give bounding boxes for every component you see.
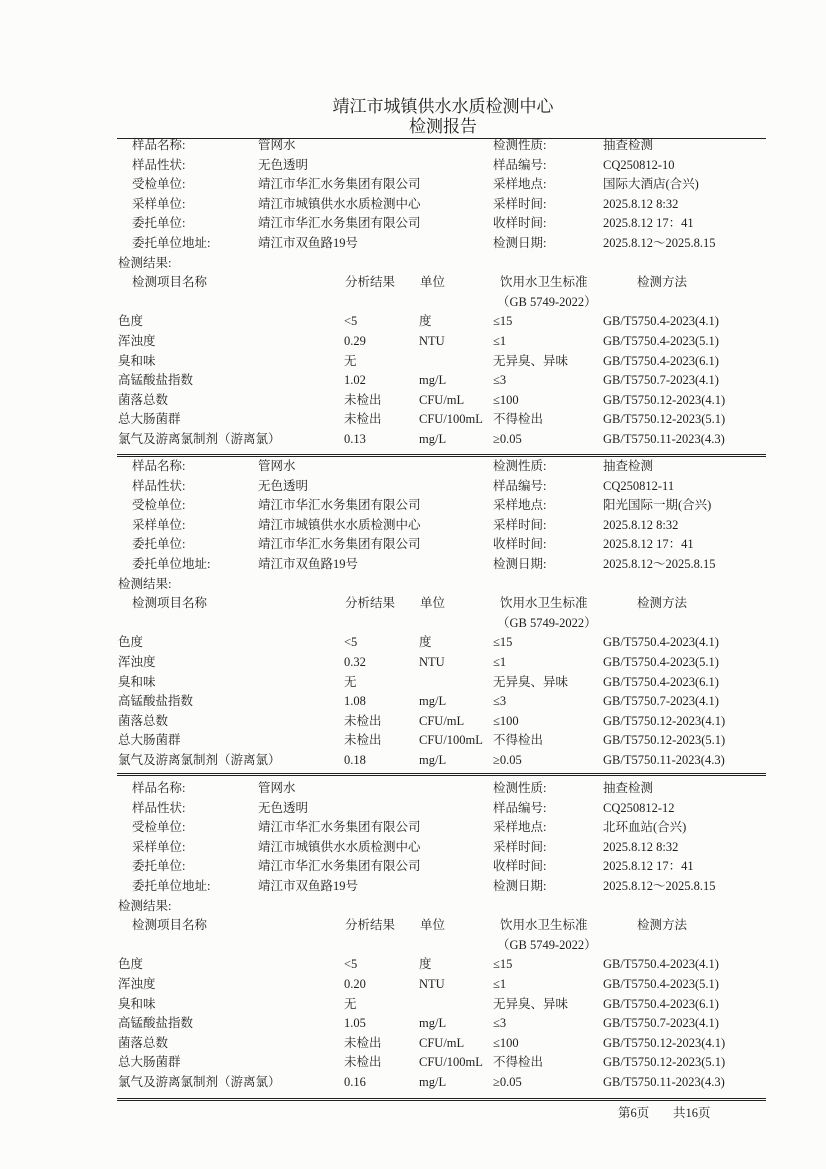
test-item: 臭和味: [118, 996, 156, 1011]
sampling-location-value: 国际大酒店(合兴): [603, 177, 699, 192]
test-unit: mg/L: [419, 694, 447, 709]
test-unit: mg/L: [419, 431, 447, 446]
test-standard: ≤3: [493, 694, 507, 709]
test-standard: ≤15: [493, 635, 513, 650]
test-nature-label: 检测性质:: [493, 138, 547, 152]
test-date-label: 检测日期:: [493, 556, 547, 571]
test-unit: NTU: [419, 976, 445, 991]
test-item: 臭和味: [118, 353, 156, 368]
test-unit: 度: [419, 957, 432, 972]
info-row: [0, 175, 826, 195]
result-row: [0, 352, 826, 372]
info-row: [0, 555, 826, 575]
test-result: 无: [344, 996, 357, 1011]
result-row: [0, 1014, 826, 1034]
section-divider: [117, 773, 766, 776]
col-header-method: 检测方法: [637, 596, 688, 611]
test-result: <5: [344, 314, 358, 329]
test-item: 总大肠菌群: [118, 412, 181, 427]
client-unit-value: 靖江市华汇水务集团有限公司: [258, 537, 421, 552]
info-row: [0, 156, 826, 176]
test-item: 高锰酸盐指数: [118, 1016, 194, 1031]
test-result: 1.02: [344, 373, 366, 388]
client-address-label: 委托单位地址:: [132, 235, 211, 250]
test-item: 色度: [118, 314, 144, 329]
inspected-unit-label: 受检单位:: [132, 177, 186, 192]
test-result: 0.29: [344, 333, 366, 348]
test-standard: ≤1: [493, 654, 507, 669]
test-item: 臭和味: [118, 674, 156, 689]
test-result: 1.08: [344, 694, 366, 709]
test-nature-label: 检测性质:: [493, 459, 547, 473]
test-standard: ≥0.05: [493, 752, 522, 767]
test-standard: ≤3: [493, 373, 507, 388]
test-method: GB/T5750.7-2023(4.1): [603, 694, 719, 709]
test-unit: 度: [419, 314, 432, 329]
col-header-item: 检测项目名称: [132, 918, 208, 933]
result-row: [0, 731, 826, 751]
info-row: [0, 838, 826, 858]
receiving-time-label: 收样时间:: [493, 216, 547, 231]
test-standard: 无异臭、异味: [493, 674, 569, 689]
test-unit: mg/L: [419, 373, 447, 388]
sampling-time-label: 采样时间:: [493, 839, 547, 854]
test-result: 未检出: [344, 1055, 382, 1070]
test-result: 未检出: [344, 392, 382, 407]
test-item: 菌落总数: [118, 392, 169, 407]
table-header-row: [0, 916, 826, 936]
col-header-result: 分析结果: [345, 918, 396, 933]
sampling-time-value: 2025.8.12 8:32: [603, 196, 679, 211]
col-header-unit: 单位: [420, 918, 446, 933]
client-address-value: 靖江市双鱼路19号: [258, 235, 359, 250]
results-heading: 检测结果:: [118, 898, 172, 913]
test-method: GB/T5750.4-2023(4.1): [603, 314, 719, 329]
table-header-row: [0, 594, 826, 614]
test-method: GB/T5750.4-2023(4.1): [603, 957, 719, 972]
test-nature-value: 抽查检测: [603, 459, 654, 473]
table-header-subrow: [0, 293, 826, 313]
section-divider: [117, 1098, 766, 1101]
report-subtitle: 检测报告: [409, 117, 477, 136]
test-standard: 无异臭、异味: [493, 996, 569, 1011]
test-method: GB/T5750.12-2023(4.1): [603, 713, 726, 728]
test-method: GB/T5750.12-2023(5.1): [603, 733, 726, 748]
results-heading-row: [0, 575, 826, 595]
test-standard: 无异臭、异味: [493, 353, 569, 368]
col-header-standard: 饮用水卫生标准: [500, 596, 588, 611]
receiving-time-value: 2025.8.12 17：41: [603, 537, 694, 552]
test-unit: mg/L: [419, 1074, 447, 1089]
test-result: 0.13: [344, 431, 366, 446]
test-standard: ≤100: [493, 713, 519, 728]
client-address-value: 靖江市双鱼路19号: [258, 878, 359, 893]
client-address-value: 靖江市双鱼路19号: [258, 556, 359, 571]
test-method: GB/T5750.4-2023(5.1): [603, 654, 719, 669]
sampling-unit-label: 采样单位:: [132, 196, 186, 211]
sample-state-value: 无色透明: [258, 478, 309, 493]
test-result: 无: [344, 674, 357, 689]
test-unit: CFU/mL: [419, 1035, 465, 1050]
receiving-time-value: 2025.8.12 17：41: [603, 859, 694, 874]
test-result: 未检出: [344, 733, 382, 748]
test-standard: ≤100: [493, 392, 519, 407]
test-item: 色度: [118, 635, 144, 650]
sampling-location-label: 采样地点:: [493, 498, 547, 513]
test-unit: NTU: [419, 654, 445, 669]
test-standard: 不得检出: [493, 412, 544, 427]
receiving-time-value: 2025.8.12 17：41: [603, 216, 694, 231]
col-header-result: 分析结果: [345, 275, 396, 290]
sample-name-value: 管网水: [258, 138, 296, 152]
col-header-standard: 饮用水卫生标准: [500, 918, 588, 933]
test-unit: CFU/100mL: [419, 412, 483, 427]
sample-state-value: 无色透明: [258, 157, 309, 172]
col-header-unit: 单位: [420, 275, 446, 290]
test-standard: ≤15: [493, 957, 513, 972]
sample-state-label: 样品性状:: [132, 157, 186, 172]
results-heading-row: [0, 897, 826, 917]
sampling-location-value: 北环血站(合兴): [603, 820, 687, 835]
test-method: GB/T5750.7-2023(4.1): [603, 373, 719, 388]
sampling-unit-value: 靖江市城镇供水水质检测中心: [258, 517, 421, 532]
sample-number-value: CQ250812-11: [603, 478, 675, 493]
results-heading-row: [0, 254, 826, 274]
receiving-time-label: 收样时间:: [493, 537, 547, 552]
section-divider: [117, 454, 766, 457]
test-nature-value: 抽查检测: [603, 781, 654, 795]
info-row: [0, 516, 826, 536]
client-unit-label: 委托单位:: [132, 537, 186, 552]
test-method: GB/T5750.11-2023(4.3): [603, 431, 725, 446]
result-row: [0, 410, 826, 430]
inspected-unit-value: 靖江市华汇水务集团有限公司: [258, 498, 421, 513]
sample-section: [0, 136, 826, 450]
result-row: [0, 312, 826, 332]
sample-name-value: 管网水: [258, 781, 296, 795]
report-title: 靖江市城镇供水水质检测中心: [332, 97, 554, 116]
client-unit-value: 靖江市华汇水务集团有限公司: [258, 859, 421, 874]
info-row: [0, 496, 826, 516]
test-date-value: 2025.8.12～2025.8.15: [603, 235, 716, 250]
result-row: [0, 430, 826, 450]
result-row: [0, 1073, 826, 1093]
col-header-standard-ref: （GB 5749-2022）: [497, 937, 597, 952]
test-result: 未检出: [344, 412, 382, 427]
result-row: [0, 673, 826, 693]
test-result: 0.20: [344, 976, 366, 991]
test-standard: ≥0.05: [493, 431, 522, 446]
test-method: GB/T5750.4-2023(6.1): [603, 353, 719, 368]
result-row: [0, 712, 826, 732]
info-row: [0, 877, 826, 897]
result-row: [0, 633, 826, 653]
result-row: [0, 955, 826, 975]
test-result: 未检出: [344, 1035, 382, 1050]
test-item: 菌落总数: [118, 1035, 169, 1050]
sample-state-value: 无色透明: [258, 800, 309, 815]
client-address-label: 委托单位地址:: [132, 556, 211, 571]
sampling-time-value: 2025.8.12 8:32: [603, 839, 679, 854]
col-header-item: 检测项目名称: [132, 596, 208, 611]
test-item: 菌落总数: [118, 713, 169, 728]
sample-number-value: CQ250812-10: [603, 157, 675, 172]
col-header-item: 检测项目名称: [132, 275, 208, 290]
col-header-unit: 单位: [420, 596, 446, 611]
test-method: GB/T5750.12-2023(4.1): [603, 1035, 726, 1050]
test-item: 高锰酸盐指数: [118, 694, 194, 709]
inspected-unit-value: 靖江市华汇水务集团有限公司: [258, 820, 421, 835]
test-unit: NTU: [419, 333, 445, 348]
test-date-label: 检测日期:: [493, 878, 547, 893]
result-row: [0, 1053, 826, 1073]
test-date-label: 检测日期:: [493, 235, 547, 250]
test-item: 氯气及游离氯制剂（游离氯）: [118, 752, 281, 767]
sampling-unit-value: 靖江市城镇供水水质检测中心: [258, 196, 421, 211]
test-method: GB/T5750.12-2023(5.1): [603, 412, 726, 427]
test-result: 未检出: [344, 713, 382, 728]
test-standard: ≤100: [493, 1035, 519, 1050]
sample-section: [0, 457, 826, 771]
inspected-unit-label: 受检单位:: [132, 498, 186, 513]
test-item: 高锰酸盐指数: [118, 373, 194, 388]
sample-name-label: 样品名称:: [132, 459, 186, 473]
sampling-location-label: 采样地点:: [493, 820, 547, 835]
sampling-time-label: 采样时间:: [493, 196, 547, 211]
test-standard: ≤15: [493, 314, 513, 329]
inspected-unit-value: 靖江市华汇水务集团有限公司: [258, 177, 421, 192]
test-standard: ≤1: [493, 333, 507, 348]
result-row: [0, 975, 826, 995]
test-method: GB/T5750.4-2023(5.1): [603, 333, 719, 348]
test-unit: CFU/mL: [419, 392, 465, 407]
info-row: [0, 779, 826, 799]
test-result: <5: [344, 957, 358, 972]
test-item: 氯气及游离氯制剂（游离氯）: [118, 1074, 281, 1089]
test-item: 浑浊度: [118, 333, 156, 348]
test-date-value: 2025.8.12～2025.8.15: [603, 878, 716, 893]
page-total: 共16页: [673, 1106, 711, 1120]
info-row: [0, 477, 826, 497]
col-header-standard: 饮用水卫生标准: [500, 275, 588, 290]
sampling-unit-label: 采样单位:: [132, 517, 186, 532]
test-result: 1.05: [344, 1016, 366, 1031]
test-unit: 度: [419, 635, 432, 650]
result-row: [0, 332, 826, 352]
test-result: 0.32: [344, 654, 366, 669]
info-row: [0, 799, 826, 819]
table-header-subrow: [0, 936, 826, 956]
test-nature-label: 检测性质:: [493, 781, 547, 795]
result-row: [0, 653, 826, 673]
table-header-row: [0, 273, 826, 293]
test-result: 无: [344, 353, 357, 368]
sampling-time-value: 2025.8.12 8:32: [603, 517, 679, 532]
client-unit-value: 靖江市华汇水务集团有限公司: [258, 216, 421, 231]
test-nature-value: 抽查检测: [603, 138, 654, 152]
sampling-location-label: 采样地点:: [493, 177, 547, 192]
table-header-subrow: [0, 614, 826, 634]
sample-number-value: CQ250812-12: [603, 800, 675, 815]
test-item: 浑浊度: [118, 976, 156, 991]
test-item: 浑浊度: [118, 654, 156, 669]
results-heading: 检测结果:: [118, 576, 172, 591]
col-header-method: 检测方法: [637, 918, 688, 933]
sample-section: [0, 779, 826, 1093]
client-unit-label: 委托单位:: [132, 859, 186, 874]
result-row: [0, 995, 826, 1015]
test-standard: ≥0.05: [493, 1074, 522, 1089]
sampling-time-label: 采样时间:: [493, 517, 547, 532]
test-result: 0.16: [344, 1074, 366, 1089]
test-standard: ≤3: [493, 1016, 507, 1031]
test-unit: CFU/mL: [419, 713, 465, 728]
client-address-label: 委托单位地址:: [132, 878, 211, 893]
sample-number-label: 样品编号:: [493, 800, 547, 815]
test-result: 0.18: [344, 752, 366, 767]
sample-name-label: 样品名称:: [132, 138, 186, 152]
test-result: <5: [344, 635, 358, 650]
sample-state-label: 样品性状:: [132, 478, 186, 493]
result-row: [0, 1034, 826, 1054]
test-method: GB/T5750.11-2023(4.3): [603, 1074, 725, 1089]
test-standard: ≤1: [493, 976, 507, 991]
page-number: 第6页: [618, 1106, 650, 1120]
info-row: [0, 535, 826, 555]
test-method: GB/T5750.4-2023(5.1): [603, 976, 719, 991]
test-method: GB/T5750.12-2023(5.1): [603, 1055, 726, 1070]
test-method: GB/T5750.4-2023(6.1): [603, 674, 719, 689]
info-row: [0, 857, 826, 877]
sampling-unit-label: 采样单位:: [132, 839, 186, 854]
sampling-unit-value: 靖江市城镇供水水质检测中心: [258, 839, 421, 854]
test-unit: CFU/100mL: [419, 1055, 483, 1070]
info-row: [0, 234, 826, 254]
sample-state-label: 样品性状:: [132, 800, 186, 815]
results-heading: 检测结果:: [118, 255, 172, 270]
sample-name-value: 管网水: [258, 459, 296, 473]
test-item: 色度: [118, 957, 144, 972]
test-item: 总大肠菌群: [118, 1055, 181, 1070]
test-method: GB/T5750.12-2023(4.1): [603, 392, 726, 407]
result-row: [0, 692, 826, 712]
sample-name-label: 样品名称:: [132, 781, 186, 795]
sample-number-label: 样品编号:: [493, 157, 547, 172]
result-row: [0, 391, 826, 411]
result-row: [0, 371, 826, 391]
test-method: GB/T5750.7-2023(4.1): [603, 1016, 719, 1031]
client-unit-label: 委托单位:: [132, 216, 186, 231]
col-header-result: 分析结果: [345, 596, 396, 611]
sampling-location-value: 阳光国际一期(合兴): [603, 498, 712, 513]
col-header-method: 检测方法: [637, 275, 688, 290]
test-unit: mg/L: [419, 752, 447, 767]
test-method: GB/T5750.4-2023(4.1): [603, 635, 719, 650]
test-item: 总大肠菌群: [118, 733, 181, 748]
test-unit: mg/L: [419, 1016, 447, 1031]
result-row: [0, 751, 826, 771]
inspected-unit-label: 受检单位:: [132, 820, 186, 835]
info-row: [0, 136, 826, 156]
info-row: [0, 457, 826, 477]
info-row: [0, 195, 826, 215]
test-unit: CFU/100mL: [419, 733, 483, 748]
receiving-time-label: 收样时间:: [493, 859, 547, 874]
info-row: [0, 214, 826, 234]
col-header-standard-ref: （GB 5749-2022）: [497, 294, 597, 309]
test-standard: 不得检出: [493, 1055, 544, 1070]
sample-number-label: 样品编号:: [493, 478, 547, 493]
test-item: 氯气及游离氯制剂（游离氯）: [118, 431, 281, 446]
test-date-value: 2025.8.12～2025.8.15: [603, 556, 716, 571]
test-method: GB/T5750.4-2023(6.1): [603, 996, 719, 1011]
info-row: [0, 818, 826, 838]
test-standard: 不得检出: [493, 733, 544, 748]
test-method: GB/T5750.11-2023(4.3): [603, 752, 725, 767]
col-header-standard-ref: （GB 5749-2022）: [497, 615, 597, 630]
